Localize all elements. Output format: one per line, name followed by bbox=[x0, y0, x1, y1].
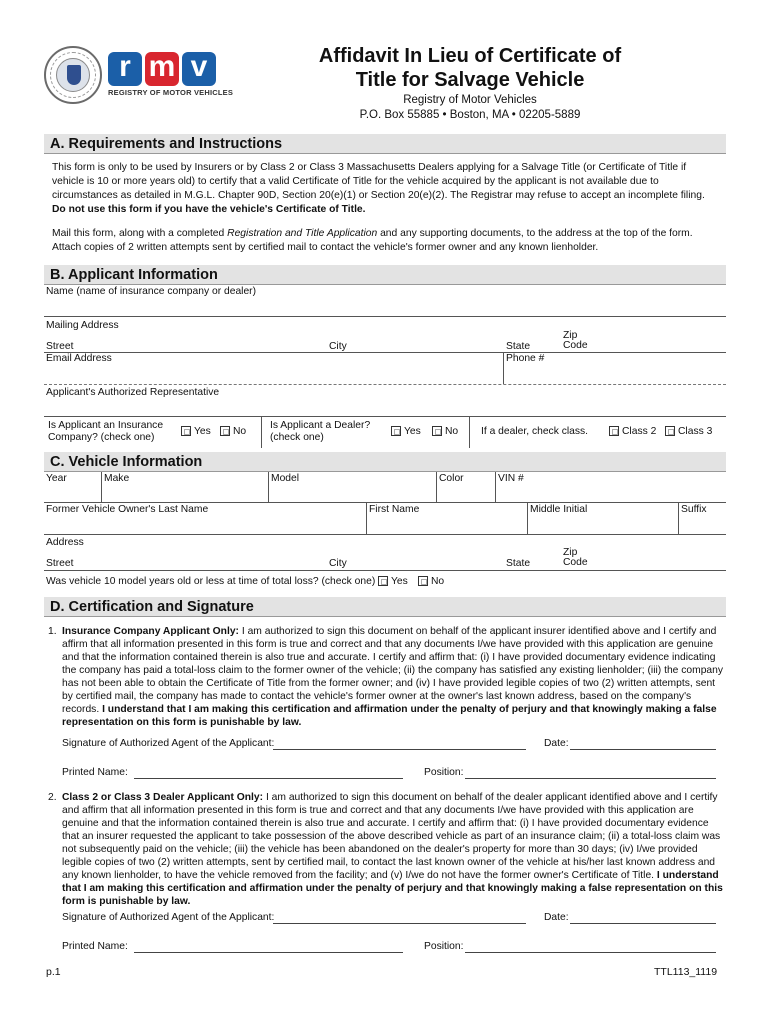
page-number: p.1 bbox=[46, 966, 61, 978]
insurer-yes-label: Yes bbox=[194, 426, 211, 437]
dealer-certification: 2. Class 2 or Class 3 Dealer Applicant Only: I am authorized to sign this document on behalf of the dealer applicant identified above and I certify and affirm that all information presented in this form is true and correct and that any documents I/we have provided with this application are genuine and that the information contained therein is also true and accurate. I certify and affirm that: (i) I have provided documentary evidence that an insurer requested the applicant to take possession of the above described vehicle as part of an insurance claim; (ii) a total-loss claim was not subsequently paid on the vehicle; (iii) the vehicle has been abandoned on the dealer's property for more than 30 days; (iv) I/we provided legible copies of two (2) written attempts, sent by certified mail, to contact the last known owner of the vehicle at his/her last known address and any known lienholder, to have the vehicle removed from the facility; and (v) I/we do not have the former owner's Certificate of Title. I understand that I am making this certification and affirmation under the penalty of perjury and that knowingly making a false representation on this form is punishable by law. bbox=[48, 792, 723, 907]
owner-zip-label: Zip Code bbox=[563, 547, 588, 568]
dealer-signature-label: Signature of Authorized Agent of the Applicant: bbox=[62, 912, 275, 923]
class2-label: Class 2 bbox=[622, 426, 657, 437]
insurance-printed-name-label: Printed Name: bbox=[62, 767, 128, 778]
form-id: TTL113_1119 bbox=[654, 966, 718, 978]
age-yes-checkbox[interactable] bbox=[378, 576, 388, 586]
state-label: State bbox=[506, 341, 531, 352]
logo-letter-v: v bbox=[182, 52, 216, 86]
make-label: Make bbox=[104, 473, 130, 484]
dealer-printed-name-label: Printed Name: bbox=[62, 941, 128, 952]
insurer-no-label: No bbox=[233, 426, 247, 437]
section-b-heading: B. Applicant Information bbox=[44, 265, 726, 285]
dealer-yes-label: Yes bbox=[404, 426, 421, 437]
section-a-paragraph-2: Mail this form, along with a completed Registration and Title Application and any supporting documents, to the address at the top of the form. Attach copies of 2 written attempts sent by certified mail to contact the vehicle's former owner and any known lienholder. bbox=[52, 228, 693, 253]
dealer-printed-name-line[interactable] bbox=[134, 952, 403, 953]
vehicle-age-question: Was vehicle 10 model years old or less at time of total loss? (check one) bbox=[46, 576, 376, 587]
insurer-no-checkbox[interactable] bbox=[220, 426, 230, 436]
phone-label: Phone # bbox=[506, 353, 545, 364]
class3-label: Class 3 bbox=[678, 426, 713, 437]
rmv-logo bbox=[108, 52, 216, 86]
age-no-label: No bbox=[431, 576, 445, 587]
model-label: Model bbox=[271, 473, 300, 484]
form-title: Affidavit In Lieu of Certificate of Title for Salvage Vehicle bbox=[318, 45, 622, 91]
logo-caption: REGISTRY OF MOTOR VEHICLES bbox=[108, 88, 234, 97]
owner-street-label: Street bbox=[46, 558, 74, 569]
insurer-question: Is Applicant an Insurance Company? (check one) bbox=[48, 420, 164, 443]
age-yes-label: Yes bbox=[391, 576, 408, 587]
section-a-heading: A. Requirements and Instructions bbox=[44, 134, 726, 154]
class2-checkbox[interactable] bbox=[609, 426, 619, 436]
street-label: Street bbox=[46, 341, 74, 352]
massachusetts-seal bbox=[44, 46, 102, 104]
dealer-no-checkbox[interactable] bbox=[432, 426, 442, 436]
owner-state-label: State bbox=[506, 558, 531, 569]
logo-letter-m: m bbox=[145, 52, 179, 86]
applicant-name-label: Name (name of insurance company or dealer) bbox=[46, 286, 257, 297]
year-label: Year bbox=[46, 473, 67, 484]
section-d-heading: D. Certification and Signature bbox=[44, 597, 726, 617]
dealer-no-label: No bbox=[445, 426, 459, 437]
insurance-certification: 1. Insurance Company Applicant Only: I am authorized to sign this document on behalf of the applicant insurer identified above and I certify and affirm that all information presented in this form is true and correct and that any documents I/we have provided with this application are genuine and that the information contained therein is also true and accurate. I certify and affirm that: (i) I have provided documentary evidence indicating the company has paid a total-loss claim to the former owner of the vehicle; (ii) the company has satisfied any existing lienholder; (iii) the company has not been able to obtain the Certificate of Title from the former owner; and (iv) I have provided legible copies of two (2) written attempts, sent by certified mail, the company has made to contact the vehicle's former owner at the owner's last known address, based on the company's records. I understand that I am making this certification and affirmation under the penalty of perjury and that knowingly making a false representation on this form is punishable by law. bbox=[48, 626, 724, 728]
logo-letter-r: r bbox=[108, 52, 142, 86]
mailing-address-label: Mailing Address bbox=[46, 320, 119, 331]
insurance-date-line[interactable] bbox=[570, 749, 716, 750]
dealer-position-label: Position: bbox=[424, 941, 464, 952]
zip-code-label: Zip Code bbox=[563, 330, 588, 351]
address-line-1: Registry of Motor Vehicles bbox=[403, 94, 537, 106]
owner-middle-initial-label: Middle Initial bbox=[530, 504, 588, 515]
color-label: Color bbox=[439, 473, 464, 484]
address-line-2: P.O. Box 55885 • Boston, MA • 02205-5889 bbox=[359, 109, 581, 121]
dealer-class-label: If a dealer, check class. bbox=[481, 426, 589, 437]
city-label: City bbox=[329, 341, 347, 352]
dealer-date-line[interactable] bbox=[570, 923, 716, 924]
insurance-position-line[interactable] bbox=[465, 778, 716, 779]
insurance-date-label: Date: bbox=[544, 738, 569, 749]
insurer-yes-checkbox[interactable] bbox=[181, 426, 191, 436]
dealer-yes-checkbox[interactable] bbox=[391, 426, 401, 436]
section-a-paragraph-1: This form is only to be used by Insurers or by Class 2 or Class 3 Massachusetts Dealers applying for a Salvage Title (or Certificate of Title if vehicle is 10 or more years old) to certify that a valid Certificate of Title for the vehicle acquired by the applicant is not available due to circumstances as detailed in M.G.L. Chapter 90D, Section 20(e)(1) or Section 20(e)(2). The Registrar may refuse to accept an incomplete filing. Do not use this form if you have the vehicle's Certificate of Title. bbox=[52, 162, 705, 215]
authorized-rep-label: Applicant's Authorized Representative bbox=[46, 387, 220, 398]
insurance-printed-name-line[interactable] bbox=[134, 778, 403, 779]
owner-city-label: City bbox=[329, 558, 347, 569]
class3-checkbox[interactable] bbox=[665, 426, 675, 436]
shield-icon bbox=[67, 65, 81, 85]
insurance-signature-label: Signature of Authorized Agent of the Applicant: bbox=[62, 738, 275, 749]
owner-address-label: Address bbox=[46, 537, 84, 548]
section-c-heading: C. Vehicle Information bbox=[44, 452, 726, 472]
insurance-signature-line[interactable] bbox=[273, 749, 526, 750]
email-label: Email Address bbox=[46, 353, 112, 364]
dealer-question: Is Applicant a Dealer? (check one) bbox=[270, 420, 371, 443]
insurance-position-label: Position: bbox=[424, 767, 464, 778]
dealer-position-line[interactable] bbox=[465, 952, 716, 953]
owner-suffix-label: Suffix bbox=[681, 504, 707, 515]
owner-last-name-label: Former Vehicle Owner's Last Name bbox=[46, 504, 209, 515]
vin-label: VIN # bbox=[498, 473, 524, 484]
dealer-signature-line[interactable] bbox=[273, 923, 526, 924]
owner-first-name-label: First Name bbox=[369, 504, 420, 515]
dealer-date-label: Date: bbox=[544, 912, 569, 923]
age-no-checkbox[interactable] bbox=[418, 576, 428, 586]
